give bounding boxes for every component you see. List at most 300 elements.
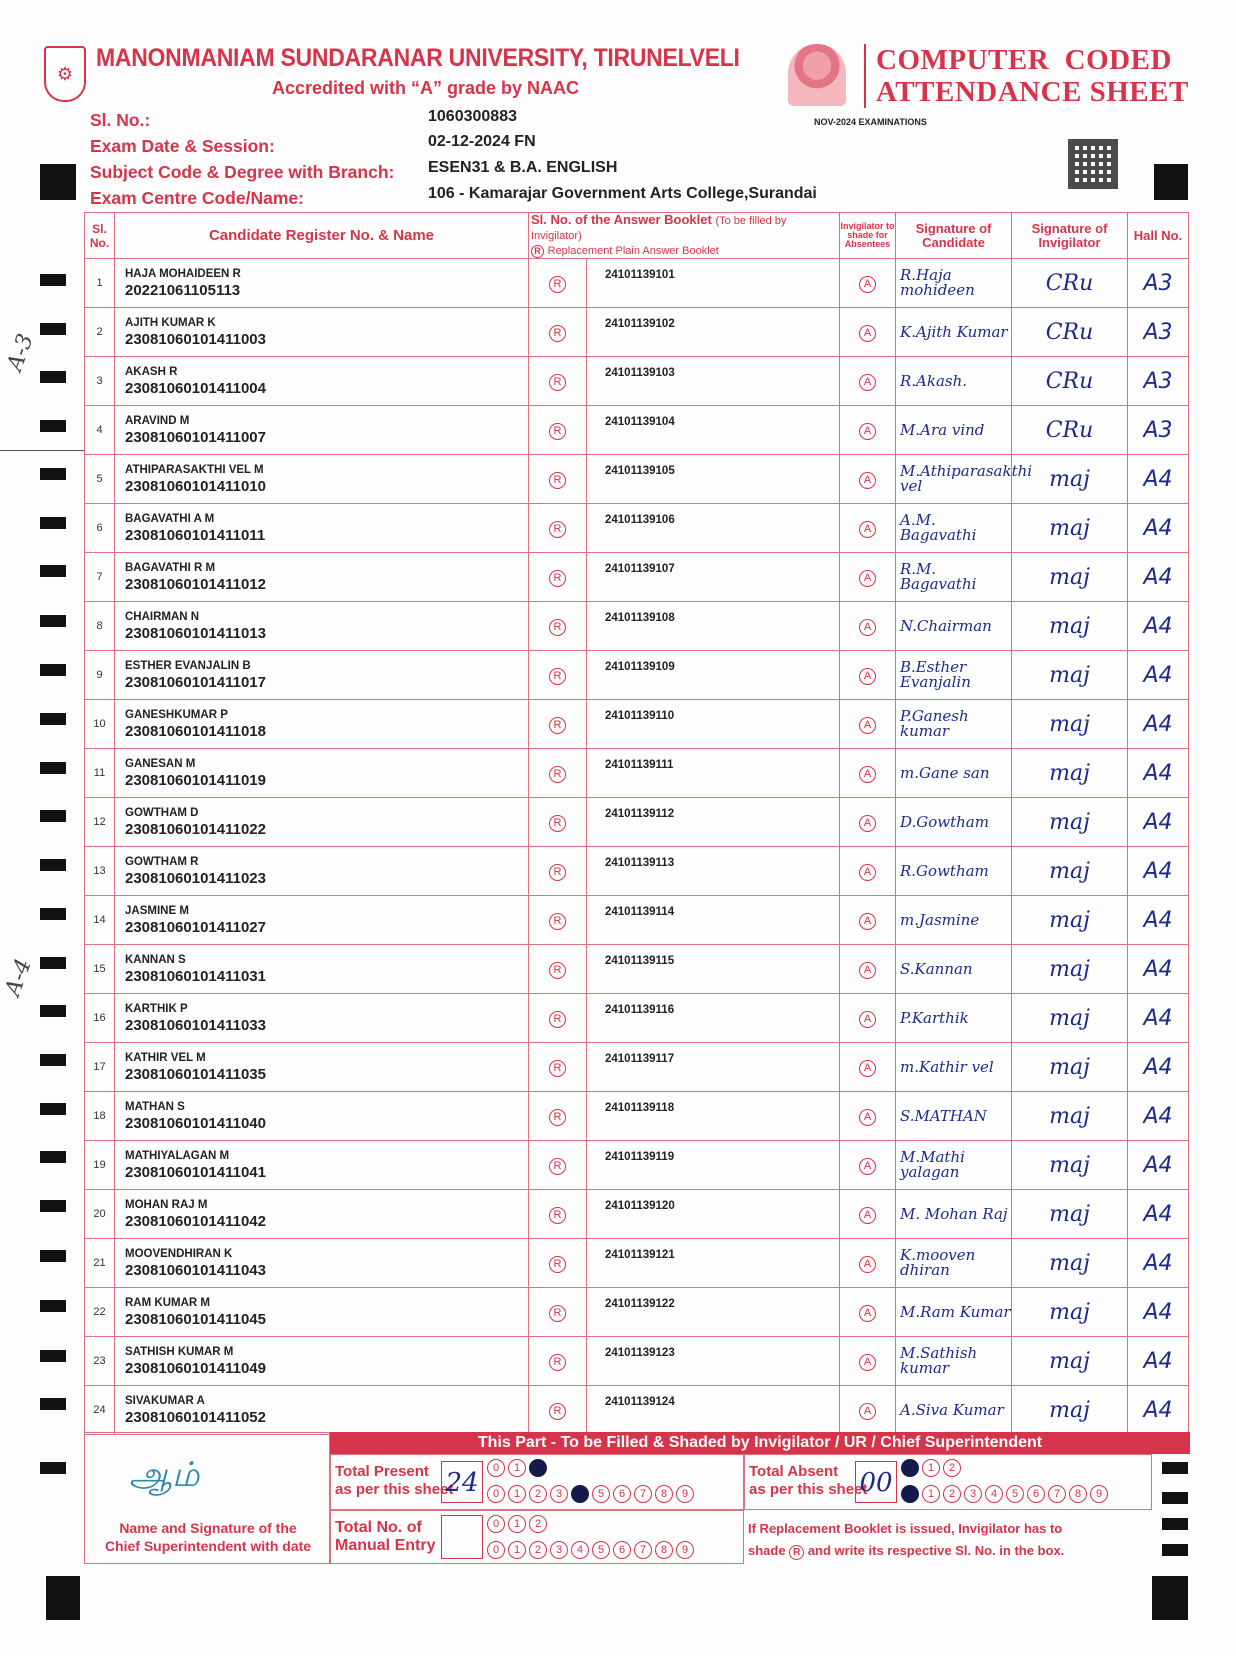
present-units-bubble-9[interactable]: 9 bbox=[676, 1485, 694, 1503]
replacement-bubble[interactable]: R bbox=[549, 521, 566, 538]
present-tens-bubble-2[interactable] bbox=[529, 1459, 547, 1477]
hall-number[interactable]: A4 bbox=[1128, 798, 1189, 847]
manual-tens-bubble-2[interactable]: 2 bbox=[529, 1515, 547, 1533]
total-present-box bbox=[330, 1454, 744, 1510]
register-number: 23081060101411011 bbox=[125, 526, 266, 544]
register-number: 23081060101411042 bbox=[125, 1212, 266, 1230]
absent-bubble[interactable]: A bbox=[859, 962, 876, 979]
booklet-number[interactable]: 24101139105 bbox=[587, 455, 840, 504]
invigilator-signature[interactable]: maj bbox=[1012, 651, 1128, 700]
candidate-signature[interactable]: M.Ara vind bbox=[896, 406, 1012, 455]
booklet-number[interactable]: 24101139101 bbox=[587, 259, 840, 308]
absent-bubble[interactable]: A bbox=[859, 276, 876, 293]
hall-number[interactable]: A4 bbox=[1128, 896, 1189, 945]
register-number: 20221061105113 bbox=[125, 281, 241, 299]
hall-number[interactable]: A4 bbox=[1128, 553, 1189, 602]
hall-number[interactable]: A4 bbox=[1128, 1190, 1189, 1239]
table-row bbox=[85, 847, 1189, 896]
candidate-signature[interactable]: P.Karthik bbox=[896, 994, 1012, 1043]
candidate-signature[interactable]: M.Athiparasakthi vel bbox=[896, 455, 1012, 504]
row-sl-no: 2 bbox=[85, 308, 115, 357]
absent-bubble[interactable]: A bbox=[859, 668, 876, 685]
manual-units-bubble-1[interactable]: 1 bbox=[508, 1541, 526, 1559]
invigilator-signature[interactable]: maj bbox=[1012, 455, 1128, 504]
replacement-bubble[interactable]: R bbox=[549, 913, 566, 930]
candidate-signature[interactable]: P.Ganesh kumar bbox=[896, 700, 1012, 749]
absentee-cell bbox=[840, 504, 896, 553]
absent-bubble[interactable]: A bbox=[859, 864, 876, 881]
replacement-bubble[interactable]: R bbox=[549, 1305, 566, 1322]
candidate-cell bbox=[115, 602, 529, 651]
booklet-number[interactable]: 24101139110 bbox=[587, 700, 840, 749]
absentee-cell bbox=[840, 1043, 896, 1092]
hall-number[interactable]: A4 bbox=[1128, 994, 1189, 1043]
invigilator-signature[interactable]: maj bbox=[1012, 847, 1128, 896]
table-row bbox=[85, 1092, 1189, 1141]
invigilator-signature[interactable]: maj bbox=[1012, 553, 1128, 602]
candidate-cell bbox=[115, 798, 529, 847]
candidate-signature[interactable]: D.Gowtham bbox=[896, 798, 1012, 847]
table-row bbox=[85, 896, 1189, 945]
hall-number[interactable]: A4 bbox=[1128, 1141, 1189, 1190]
absentee-cell bbox=[840, 651, 896, 700]
absent-bubble[interactable]: A bbox=[859, 570, 876, 587]
absent-bubble[interactable]: A bbox=[859, 374, 876, 391]
replacement-cell bbox=[529, 1386, 587, 1435]
candidate-name: AKASH R bbox=[125, 365, 178, 378]
absent-units-bubble-2[interactable]: 2 bbox=[943, 1485, 961, 1503]
table-row bbox=[85, 553, 1189, 602]
candidate-signature[interactable]: R.Haja mohideen bbox=[896, 259, 1012, 308]
absentee-cell bbox=[840, 455, 896, 504]
replacement-bubble[interactable]: R bbox=[549, 325, 566, 342]
hall-number[interactable]: A4 bbox=[1128, 1239, 1189, 1288]
register-number: 23081060101411018 bbox=[125, 722, 266, 740]
booklet-number[interactable]: 24101139115 bbox=[587, 945, 840, 994]
candidate-signature[interactable]: B.Esther Evanjalin bbox=[896, 651, 1012, 700]
candidate-signature[interactable]: m.Kathir vel bbox=[896, 1043, 1012, 1092]
booklet-number[interactable]: 24101139119 bbox=[587, 1141, 840, 1190]
manual-units-bubble-8[interactable]: 8 bbox=[655, 1541, 673, 1559]
table-row bbox=[85, 455, 1189, 504]
absent-units-bubble-4[interactable]: 4 bbox=[985, 1485, 1003, 1503]
col-hall-no: Hall No. bbox=[1128, 213, 1189, 259]
row-sl-no: 22 bbox=[85, 1288, 115, 1337]
timing-mark bbox=[40, 1398, 66, 1410]
absent-units-bubble-6[interactable]: 6 bbox=[1027, 1485, 1045, 1503]
present-units-bubbles bbox=[487, 1485, 694, 1503]
candidate-cell bbox=[115, 896, 529, 945]
centre-label: Exam Centre Code/Name: bbox=[90, 188, 304, 208]
replacement-bubble[interactable]: R bbox=[549, 1060, 566, 1077]
booklet-number[interactable]: 24101139109 bbox=[587, 651, 840, 700]
present-units-bubble-0[interactable]: 0 bbox=[487, 1485, 505, 1503]
candidate-name: CHAIRMAN N bbox=[125, 610, 200, 623]
booklet-number[interactable]: 24101139112 bbox=[587, 798, 840, 847]
replacement-bubble[interactable]: R bbox=[549, 276, 566, 293]
replacement-bubble[interactable]: R bbox=[549, 570, 566, 587]
candidate-name: MATHIYALAGAN M bbox=[125, 1149, 230, 1162]
replacement-bubble[interactable]: R bbox=[549, 1207, 566, 1224]
candidate-cell bbox=[115, 1386, 529, 1435]
absentee-cell bbox=[840, 553, 896, 602]
absentee-cell bbox=[840, 700, 896, 749]
absent-bubble[interactable]: A bbox=[859, 815, 876, 832]
timing-mark bbox=[40, 274, 66, 286]
absent-bubble[interactable]: A bbox=[859, 1207, 876, 1224]
manual-tens-bubble-0[interactable]: 0 bbox=[487, 1515, 505, 1533]
booklet-number[interactable]: 24101139111 bbox=[587, 749, 840, 798]
replacement-bubble[interactable]: R bbox=[549, 1403, 566, 1420]
present-units-bubble-1[interactable]: 1 bbox=[508, 1485, 526, 1503]
table-row bbox=[85, 1239, 1189, 1288]
timing-mark bbox=[40, 371, 66, 383]
register-number: 23081060101411012 bbox=[125, 575, 266, 593]
total-present-value[interactable]: 24 bbox=[441, 1461, 483, 1503]
invigilator-signature[interactable]: maj bbox=[1012, 1190, 1128, 1239]
table-row bbox=[85, 357, 1189, 406]
replacement-cell bbox=[529, 1337, 587, 1386]
total-absent-label-line2: as per this sheet bbox=[749, 1481, 868, 1498]
hall-number[interactable]: A4 bbox=[1128, 602, 1189, 651]
candidate-signature[interactable]: m.Gane san bbox=[896, 749, 1012, 798]
hall-number[interactable]: A3 bbox=[1128, 259, 1189, 308]
invigilator-signature[interactable]: maj bbox=[1012, 1239, 1128, 1288]
absent-units-bubble-5[interactable]: 5 bbox=[1006, 1485, 1024, 1503]
replacement-bubble[interactable]: R bbox=[549, 423, 566, 440]
col-candidate-signature: Signature of Candidate bbox=[896, 213, 1012, 259]
invigilator-signature[interactable]: maj bbox=[1012, 1386, 1128, 1435]
replacement-bubble[interactable]: R bbox=[549, 1011, 566, 1028]
invigilator-signature[interactable]: maj bbox=[1012, 896, 1128, 945]
invigilator-signature[interactable]: maj bbox=[1012, 504, 1128, 553]
absent-bubble[interactable]: A bbox=[859, 1158, 876, 1175]
replacement-bubble[interactable]: R bbox=[549, 766, 566, 783]
timing-mark bbox=[40, 1250, 66, 1262]
timing-mark bbox=[40, 859, 66, 871]
candidate-cell bbox=[115, 700, 529, 749]
register-number: 23081060101411022 bbox=[125, 820, 266, 838]
exam-date-value: 02-12-2024 FN bbox=[428, 133, 536, 150]
absent-bubble[interactable]: A bbox=[859, 1060, 876, 1077]
absent-units-bubble-7[interactable]: 7 bbox=[1048, 1485, 1066, 1503]
row-sl-no: 9 bbox=[85, 651, 115, 700]
absent-tens-bubbles bbox=[901, 1459, 961, 1477]
absentee-cell bbox=[840, 308, 896, 357]
replacement-bubble[interactable]: R bbox=[549, 472, 566, 489]
candidate-cell bbox=[115, 847, 529, 896]
candidate-signature[interactable]: R.Gowtham bbox=[896, 847, 1012, 896]
table-row bbox=[85, 1043, 1189, 1092]
present-units-bubble-8[interactable]: 8 bbox=[655, 1485, 673, 1503]
timing-mark bbox=[40, 1350, 66, 1362]
absentee-cell bbox=[840, 357, 896, 406]
register-number: 23081060101411033 bbox=[125, 1016, 266, 1034]
register-number: 23081060101411043 bbox=[125, 1261, 266, 1279]
row-sl-no: 6 bbox=[85, 504, 115, 553]
qr-code bbox=[1068, 139, 1118, 189]
candidate-signature[interactable]: A.M. Bagavathi bbox=[896, 504, 1012, 553]
invigilator-signature[interactable]: CRu bbox=[1012, 259, 1128, 308]
register-number: 23081060101411040 bbox=[125, 1114, 266, 1132]
manual-units-bubble-4[interactable]: 4 bbox=[571, 1541, 589, 1559]
absent-bubble[interactable]: A bbox=[859, 1109, 876, 1126]
candidate-signature[interactable]: R.M. Bagavathi bbox=[896, 553, 1012, 602]
manual-tens-bubble-1[interactable]: 1 bbox=[508, 1515, 526, 1533]
booklet-number[interactable]: 24101139118 bbox=[587, 1092, 840, 1141]
invigilator-signature[interactable]: maj bbox=[1012, 798, 1128, 847]
booklet-header: Sl. No. of the Answer Booklet bbox=[531, 212, 712, 227]
absent-bubble[interactable]: A bbox=[859, 1011, 876, 1028]
absent-bubble[interactable]: A bbox=[859, 766, 876, 783]
table-row bbox=[85, 1141, 1189, 1190]
absent-bubble[interactable]: A bbox=[859, 1305, 876, 1322]
invigilator-signature[interactable]: maj bbox=[1012, 994, 1128, 1043]
manual-entry-value[interactable] bbox=[441, 1515, 483, 1559]
absent-units-bubbles bbox=[901, 1485, 1108, 1503]
booklet-number[interactable]: 24101139120 bbox=[587, 1190, 840, 1239]
candidate-signature[interactable]: S.MATHAN bbox=[896, 1092, 1012, 1141]
booklet-number[interactable]: 24101139108 bbox=[587, 602, 840, 651]
absent-tens-bubble-1[interactable]: 1 bbox=[922, 1459, 940, 1477]
candidate-cell bbox=[115, 1190, 529, 1239]
invigilator-signature[interactable]: CRu bbox=[1012, 406, 1128, 455]
invigilator-signature[interactable]: maj bbox=[1012, 1043, 1128, 1092]
row-sl-no: 20 bbox=[85, 1190, 115, 1239]
total-absent-value[interactable]: 00 bbox=[855, 1461, 897, 1503]
present-units-bubble-5[interactable]: 5 bbox=[592, 1485, 610, 1503]
manual-units-bubble-9[interactable]: 9 bbox=[676, 1541, 694, 1559]
absent-bubble[interactable]: A bbox=[859, 472, 876, 489]
replacement-bubble[interactable]: R bbox=[549, 717, 566, 734]
candidate-cell bbox=[115, 1239, 529, 1288]
replacement-bubble[interactable]: R bbox=[549, 619, 566, 636]
booklet-number[interactable]: 24101139124 bbox=[587, 1386, 840, 1435]
timing-mark bbox=[40, 762, 66, 774]
candidate-signature[interactable]: R.Akash. bbox=[896, 357, 1012, 406]
hall-number[interactable]: A4 bbox=[1128, 651, 1189, 700]
candidate-signature[interactable]: N.Chairman bbox=[896, 602, 1012, 651]
invigilator-signature[interactable]: CRu bbox=[1012, 308, 1128, 357]
candidate-signature[interactable]: M.Sathish kumar bbox=[896, 1337, 1012, 1386]
row-sl-no: 10 bbox=[85, 700, 115, 749]
hall-number[interactable]: A4 bbox=[1128, 749, 1189, 798]
candidate-name: JASMINE M bbox=[125, 904, 189, 917]
candidate-signature[interactable]: K.mooven dhiran bbox=[896, 1239, 1012, 1288]
replacement-cell bbox=[529, 1288, 587, 1337]
row-sl-no: 14 bbox=[85, 896, 115, 945]
table-header-row bbox=[85, 213, 1189, 259]
absent-bubble[interactable]: A bbox=[859, 521, 876, 538]
hall-number[interactable]: A4 bbox=[1128, 1386, 1189, 1435]
absent-bubble[interactable]: A bbox=[859, 1403, 876, 1420]
absent-bubble[interactable]: A bbox=[859, 913, 876, 930]
table-row bbox=[85, 1386, 1189, 1435]
timing-mark bbox=[40, 420, 66, 432]
absentee-cell bbox=[840, 945, 896, 994]
invigilator-signature[interactable]: maj bbox=[1012, 1092, 1128, 1141]
present-units-bubble-3[interactable]: 3 bbox=[550, 1485, 568, 1503]
absent-bubble[interactable]: A bbox=[859, 1256, 876, 1273]
invigilator-signature[interactable]: maj bbox=[1012, 700, 1128, 749]
replacement-bubble[interactable]: R bbox=[549, 815, 566, 832]
booklet-number[interactable]: 24101139104 bbox=[587, 406, 840, 455]
replacement-cell bbox=[529, 700, 587, 749]
replacement-bubble[interactable]: R bbox=[549, 668, 566, 685]
absent-bubble[interactable]: A bbox=[859, 1354, 876, 1371]
booklet-header-note: (To be filled by Invigilator) bbox=[531, 215, 787, 242]
invigilator-signature[interactable]: CRu bbox=[1012, 357, 1128, 406]
booklet-number[interactable]: 24101139116 bbox=[587, 994, 840, 1043]
present-tens-bubble-1[interactable]: 1 bbox=[508, 1459, 526, 1477]
sl-no-label: Sl. No.: bbox=[90, 110, 151, 130]
replacement-cell bbox=[529, 749, 587, 798]
absent-bubble[interactable]: A bbox=[859, 423, 876, 440]
hall-number[interactable]: A4 bbox=[1128, 700, 1189, 749]
candidate-signature[interactable]: m.Jasmine bbox=[896, 896, 1012, 945]
register-number: 23081060101411045 bbox=[125, 1310, 266, 1328]
replacement-bubble[interactable]: R bbox=[549, 1109, 566, 1126]
hall-number[interactable]: A3 bbox=[1128, 357, 1189, 406]
hall-number[interactable]: A4 bbox=[1128, 1337, 1189, 1386]
row-sl-no: 8 bbox=[85, 602, 115, 651]
candidate-signature[interactable]: K.Ajith Kumar bbox=[896, 308, 1012, 357]
hall-number[interactable]: A4 bbox=[1128, 1043, 1189, 1092]
replacement-bubble[interactable]: R bbox=[549, 374, 566, 391]
booklet-number[interactable]: 24101139107 bbox=[587, 553, 840, 602]
candidate-signature[interactable]: A.Siva Kumar bbox=[896, 1386, 1012, 1435]
manual-units-bubble-5[interactable]: 5 bbox=[592, 1541, 610, 1559]
candidate-signature[interactable]: M.Ram Kumar bbox=[896, 1288, 1012, 1337]
replacement-bubble[interactable]: R bbox=[549, 1256, 566, 1273]
chief-signature-box bbox=[84, 1432, 330, 1564]
absent-bubble[interactable]: A bbox=[859, 325, 876, 342]
timing-mark bbox=[40, 664, 66, 676]
invigilator-signature[interactable]: maj bbox=[1012, 602, 1128, 651]
timing-mark bbox=[46, 1576, 80, 1620]
timing-mark bbox=[40, 517, 66, 529]
hall-number[interactable]: A4 bbox=[1128, 1092, 1189, 1141]
replacement-cell bbox=[529, 406, 587, 455]
hall-number[interactable]: A4 bbox=[1128, 847, 1189, 896]
replacement-cell bbox=[529, 1141, 587, 1190]
hall-number[interactable]: A4 bbox=[1128, 455, 1189, 504]
absent-units-bubble-1[interactable]: 1 bbox=[922, 1485, 940, 1503]
sheet-title-line2: ATTENDANCE SHEET bbox=[876, 76, 1189, 108]
absent-units-bubble-8[interactable]: 8 bbox=[1069, 1485, 1087, 1503]
register-number: 23081060101411031 bbox=[125, 967, 266, 985]
booklet-number[interactable]: 24101139121 bbox=[587, 1239, 840, 1288]
replacement-cell bbox=[529, 308, 587, 357]
sheet-title bbox=[876, 44, 1189, 108]
present-units-bubble-4[interactable] bbox=[571, 1485, 589, 1503]
replacement-cell bbox=[529, 455, 587, 504]
manual-units-bubble-6[interactable]: 6 bbox=[613, 1541, 631, 1559]
candidate-name: ESTHER EVANJALIN B bbox=[125, 659, 251, 672]
manual-units-bubble-7[interactable]: 7 bbox=[634, 1541, 652, 1559]
manual-units-bubble-0[interactable]: 0 bbox=[487, 1541, 505, 1559]
absent-bubble[interactable]: A bbox=[859, 717, 876, 734]
candidate-name: BAGAVATHI R M bbox=[125, 561, 216, 574]
replacement-bubble[interactable]: R bbox=[549, 864, 566, 881]
absent-units-bubble-9[interactable]: 9 bbox=[1090, 1485, 1108, 1503]
timing-mark bbox=[40, 323, 66, 335]
present-units-bubble-2[interactable]: 2 bbox=[529, 1485, 547, 1503]
hall-number[interactable]: A4 bbox=[1128, 504, 1189, 553]
absentee-cell bbox=[840, 1386, 896, 1435]
invigilator-signature[interactable]: maj bbox=[1012, 945, 1128, 994]
candidate-name: MATHAN S bbox=[125, 1100, 185, 1113]
timing-mark bbox=[40, 810, 66, 822]
booklet-number[interactable]: 24101139114 bbox=[587, 896, 840, 945]
row-sl-no: 17 bbox=[85, 1043, 115, 1092]
present-tens-bubbles bbox=[487, 1459, 547, 1477]
present-units-bubble-7[interactable]: 7 bbox=[634, 1485, 652, 1503]
booklet-number[interactable]: 24101139117 bbox=[587, 1043, 840, 1092]
replacement-bubble[interactable]: R bbox=[549, 1354, 566, 1371]
manual-units-bubble-2[interactable]: 2 bbox=[529, 1541, 547, 1559]
hall-number[interactable]: A4 bbox=[1128, 945, 1189, 994]
replacement-cell bbox=[529, 945, 587, 994]
absent-units-bubble-0[interactable] bbox=[901, 1485, 919, 1503]
table-row bbox=[85, 602, 1189, 651]
candidate-name: ARAVIND M bbox=[125, 414, 190, 427]
row-sl-no: 24 bbox=[85, 1386, 115, 1435]
absent-units-bubble-3[interactable]: 3 bbox=[964, 1485, 982, 1503]
hall-number[interactable]: A4 bbox=[1128, 1288, 1189, 1337]
booklet-number[interactable]: 24101139113 bbox=[587, 847, 840, 896]
candidate-signature[interactable]: S.Kannan bbox=[896, 945, 1012, 994]
invigilator-signature[interactable]: maj bbox=[1012, 1141, 1128, 1190]
candidate-signature[interactable]: M.Mathi yalagan bbox=[896, 1141, 1012, 1190]
booklet-number[interactable]: 24101139103 bbox=[587, 357, 840, 406]
present-tens-bubble-0[interactable]: 0 bbox=[487, 1459, 505, 1477]
replacement-bubble[interactable]: R bbox=[549, 1158, 566, 1175]
col-sl-no: Sl. No. bbox=[85, 213, 115, 259]
row-sl-no: 21 bbox=[85, 1239, 115, 1288]
invigilator-signature[interactable]: maj bbox=[1012, 1337, 1128, 1386]
present-units-bubble-6[interactable]: 6 bbox=[613, 1485, 631, 1503]
row-sl-no: 3 bbox=[85, 357, 115, 406]
booklet-number[interactable]: 24101139122 bbox=[587, 1288, 840, 1337]
manual-units-bubble-3[interactable]: 3 bbox=[550, 1541, 568, 1559]
candidate-cell bbox=[115, 259, 529, 308]
timing-mark bbox=[40, 565, 66, 577]
subject-value: ESEN31 & B.A. ENGLISH bbox=[428, 159, 618, 176]
invigilator-signature[interactable]: maj bbox=[1012, 749, 1128, 798]
booklet-number[interactable]: 24101139102 bbox=[587, 308, 840, 357]
booklet-number[interactable]: 24101139123 bbox=[587, 1337, 840, 1386]
absent-tens-bubble-0[interactable] bbox=[901, 1459, 919, 1477]
absent-bubble[interactable]: A bbox=[859, 619, 876, 636]
candidate-signature[interactable]: M. Mohan Raj bbox=[896, 1190, 1012, 1239]
replacement-bubble[interactable]: R bbox=[549, 962, 566, 979]
candidate-name: GOWTHAM R bbox=[125, 855, 199, 868]
row-sl-no: 15 bbox=[85, 945, 115, 994]
manual-units-bubbles bbox=[487, 1541, 694, 1559]
invigilator-signature[interactable]: maj bbox=[1012, 1288, 1128, 1337]
hall-number[interactable]: A3 bbox=[1128, 406, 1189, 455]
table-row bbox=[85, 1288, 1189, 1337]
row-sl-no: 16 bbox=[85, 994, 115, 1043]
absent-tens-bubble-2[interactable]: 2 bbox=[943, 1459, 961, 1477]
total-present-label-line2: as per this sheet bbox=[335, 1481, 454, 1498]
hall-number[interactable]: A3 bbox=[1128, 308, 1189, 357]
col-booklet bbox=[529, 213, 840, 259]
booklet-number[interactable]: 24101139106 bbox=[587, 504, 840, 553]
absentee-cell bbox=[840, 749, 896, 798]
total-absent-label-line1: Total Absent bbox=[749, 1463, 839, 1480]
